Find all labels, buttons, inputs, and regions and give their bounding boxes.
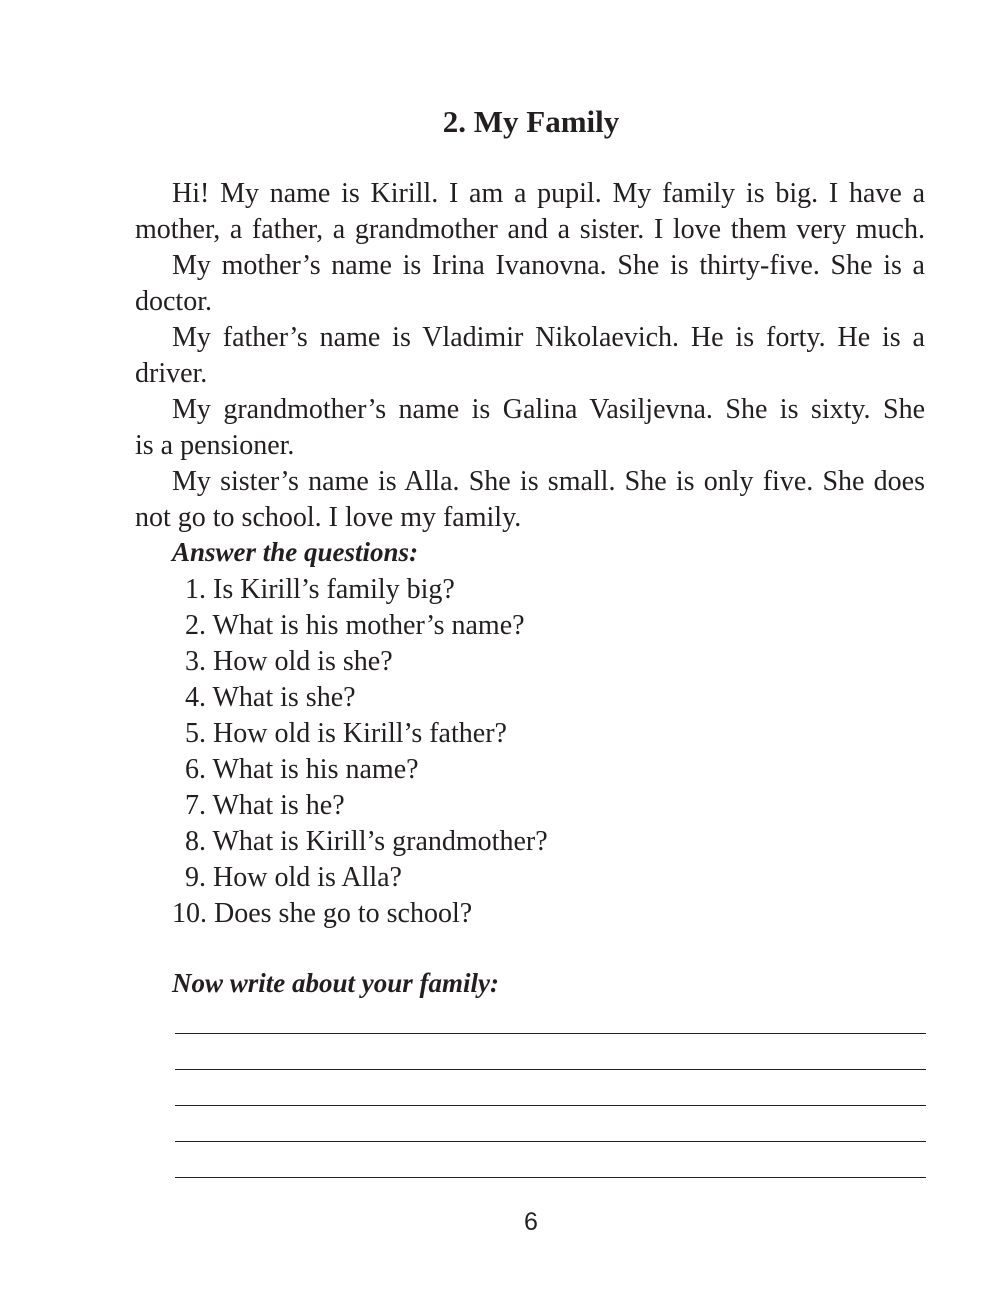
text-line: is a pensioner. xyxy=(135,430,295,461)
text-line: My father’s name is Vladimir Nikolaevich. He is forty. He is a xyxy=(172,322,925,353)
questions-heading: Answer the questions: xyxy=(172,537,419,567)
page-title: 2. My Family xyxy=(442,104,620,139)
question-item: 2. What is his mother’s name? xyxy=(185,610,525,641)
text-line: doctor. xyxy=(135,286,212,317)
question-item: 7. What is he? xyxy=(185,790,345,821)
question-item: 10. Does she go to school? xyxy=(172,898,473,929)
text-line: not go to school. I love my family. xyxy=(135,502,522,533)
question-item: 3. How old is she? xyxy=(185,646,393,677)
text-line: My sister’s name is Alla. She is small. She is only five. She does xyxy=(172,466,925,497)
question-item: 9. How old is Alla? xyxy=(185,862,402,893)
question-item: 4. What is she? xyxy=(185,682,356,713)
text-line: My grandmother’s name is Galina Vasiljevna. She is sixty. She xyxy=(172,394,925,425)
writing-heading: Now write about your family: xyxy=(172,968,500,998)
writing-line[interactable] xyxy=(175,1033,926,1034)
writing-line[interactable] xyxy=(175,1105,926,1106)
question-item: 5. How old is Kirill’s father? xyxy=(185,718,507,749)
question-item: 6. What is his name? xyxy=(185,754,419,785)
text-line: mother, a father, a grandmother and a sister. I love them very much. xyxy=(135,214,925,245)
writing-line[interactable] xyxy=(175,1177,926,1178)
text-line: driver. xyxy=(135,358,208,389)
question-item: 1. Is Kirill’s family big? xyxy=(185,574,455,605)
text-line: Hi! My name is Kirill. I am a pupil. My family is big. I have a xyxy=(172,178,925,209)
text-line: My mother’s name is Irina Ivanovna. She is thirty-five. She is a xyxy=(172,250,925,281)
writing-line[interactable] xyxy=(175,1069,926,1070)
writing-line[interactable] xyxy=(175,1141,926,1142)
question-item: 8. What is Kirill’s grandmother? xyxy=(185,826,548,857)
page-number: 6 xyxy=(524,1208,538,1236)
